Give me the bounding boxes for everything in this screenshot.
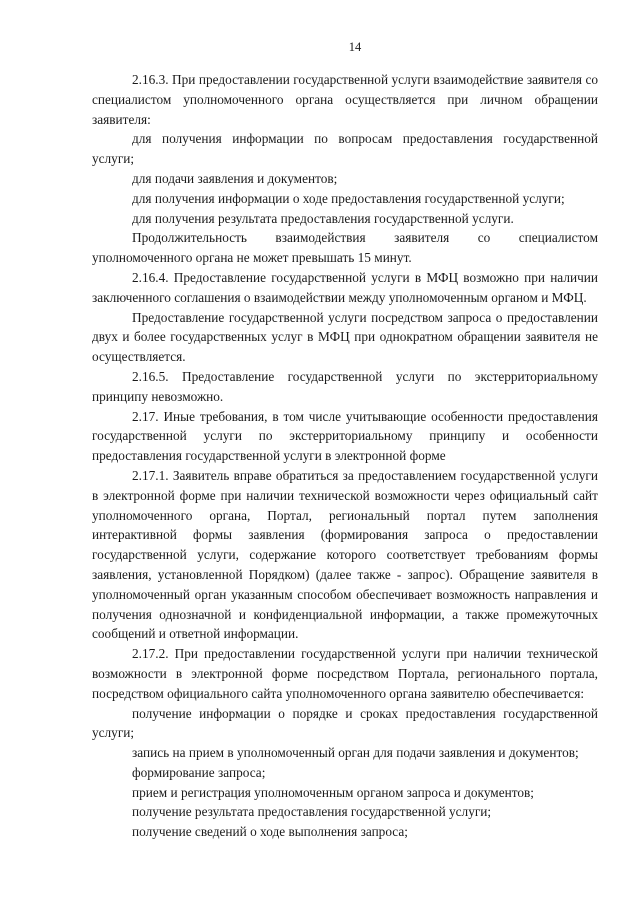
- paragraph: прием и регистрация уполномоченным органом запроса и документов;: [132, 784, 534, 800]
- paragraph: получение сведений о ходе выполнения запроса;: [132, 824, 408, 840]
- document-body: [92, 70, 598, 842]
- paragraph: Продолжительность взаимодействия заявителя со специалистом уполномоченного органа не может превышать 15 минут.: [92, 230, 598, 266]
- paragraph: для получения информации по вопросам предоставления государственной услуги;: [92, 131, 598, 167]
- section-heading: 2.17. Иные требования, в том числе учитывающие особенности предоставления государственной услуги по экстерриториальному принципу и особенности предоставления государственной услуги в электронной форме: [92, 408, 598, 464]
- page-number: 14: [348, 40, 362, 54]
- paragraph: для получения результата предоставления государственной услуги.: [132, 210, 514, 226]
- paragraph: запись на прием в уполномоченный орган для подачи заявления и документов;: [132, 745, 579, 761]
- paragraph: Предоставление государственной услуги посредством запроса о предоставлении двух и более государственных услуг в МФЦ при однократном обращении заявителя не осуществляется.: [92, 309, 598, 365]
- paragraph: формирование запроса;: [132, 764, 266, 780]
- paragraph: для подачи заявления и документов;: [132, 170, 338, 186]
- paragraph: 2.17.2. При предоставлении государственной услуги при наличии технической возможности в электронной форме посредством Портала, регионального портала, посредством официального сайта уполномоченного органа заявителю обеспечивается:: [92, 646, 598, 701]
- paragraph: получение информации о порядке и сроках предоставления государственной услуги;: [92, 705, 598, 741]
- paragraph: для получения информации о ходе предоставления государственной услуги;: [132, 190, 565, 206]
- paragraph: 2.17.1. Заявитель вправе обратиться за предоставлением государственной услуги в электронной форме при наличии технической возможности через официальный сайт уполномоченного органа, Портал, региональный портал путем заполнения интерактивной формы заявления (формирования запроса о предоставлении государственной услуги, содержание которого соответствует требованиям формы заявления, установленной Порядком) (далее также - запрос). Обращение заявителя в уполномоченный орган указанным способом обеспечивает возможность направления и получения однозначной и конфиденциальной информации, а также промежуточных сообщений и ответной информации.: [92, 467, 598, 642]
- paragraph: 2.16.4. Предоставление государственной услуги в МФЦ возможно при наличии заключенного соглашения о взаимодействии между уполномоченным органом и МФЦ.: [92, 269, 598, 305]
- paragraph: получение результата предоставления государственной услуги;: [132, 804, 492, 820]
- paragraph: 2.16.3. При предоставлении государственной услуги взаимодействие заявителя со специалистом уполномоченного органа осуществляется при личном обращении заявителя:: [92, 72, 598, 127]
- paragraph: 2.16.5. Предоставление государственной услуги по экстерриториальному принципу невозможно.: [92, 368, 598, 404]
